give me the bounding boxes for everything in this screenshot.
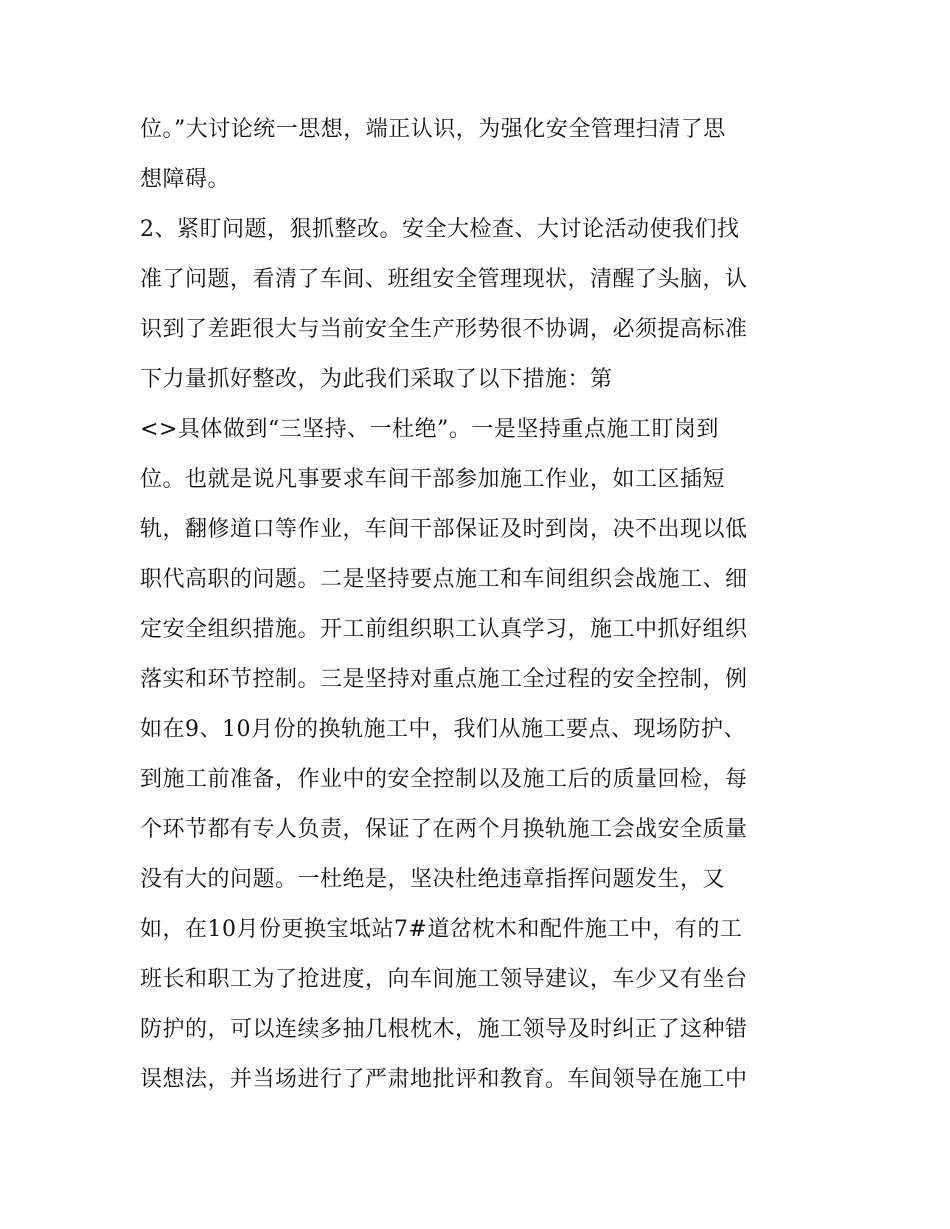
text-line: 位。也就是说凡事要求车间干部参加施工作业，如工区插短 xyxy=(140,467,726,492)
text-line: 个环节都有专人负责，保证了在两个月换轨施工会战安全质量 xyxy=(140,817,748,842)
text-line: 到施工前准备，作业中的安全控制以及施工后的质量回检，每 xyxy=(140,767,748,792)
text-line: 准了问题，看清了车间、班组安全管理现状，清醒了头脑，认 xyxy=(140,267,748,292)
text-line: 2、紧盯问题，狠抓整改。安全大检查、大讨论活动使我们找 xyxy=(140,217,740,242)
text-line: 下力量抓好整改，为此我们采取了以下措施：第 xyxy=(140,367,613,392)
text-line: 落实和环节控制。三是坚持对重点施工全过程的安全控制，例 xyxy=(140,667,748,692)
text-line: 轨，翻修道口等作业，车间干部保证及时到岗，决不出现以低 xyxy=(140,517,748,542)
text-line: 想障碍。 xyxy=(140,167,231,192)
text-line: 没有大的问题。一杜绝是，坚决杜绝违章指挥问题发生，又 xyxy=(140,867,726,892)
text-line: 误想法，并当场进行了严肃地批评和教育。车间领导在施工中 xyxy=(140,1067,748,1092)
text-line: 位。”大讨论统一思想，端正认识，为强化安全管理扫清了思 xyxy=(140,117,726,142)
text-line: <>具体做到“三坚持、一杜绝”。一是坚持重点施工盯岗到 xyxy=(140,417,719,442)
text-line: 定安全组织措施。开工前组织职工认真学习，施工中抓好组织 xyxy=(140,617,748,642)
text-line: 防护的，可以连续多抽几根枕木，施工领导及时纠正了这种错 xyxy=(140,1017,748,1042)
text-line: 识到了差距很大与当前安全生产形势很不协调，必须提高标准 xyxy=(140,317,748,342)
text-line: 如在9、10月份的换轨施工中，我们从施工要点、现场防护、 xyxy=(140,717,746,742)
body-text xyxy=(140,105,820,1105)
text-line: 如，在10月份更换宝坻站7#道岔枕木和配件施工中，有的工 xyxy=(140,917,743,942)
text-line: 班长和职工为了抢进度，向车间施工领导建议，车少又有坐台 xyxy=(140,967,748,992)
text-line: 职代高职的问题。二是坚持要点施工和车间组织会战施工、细 xyxy=(140,567,748,592)
